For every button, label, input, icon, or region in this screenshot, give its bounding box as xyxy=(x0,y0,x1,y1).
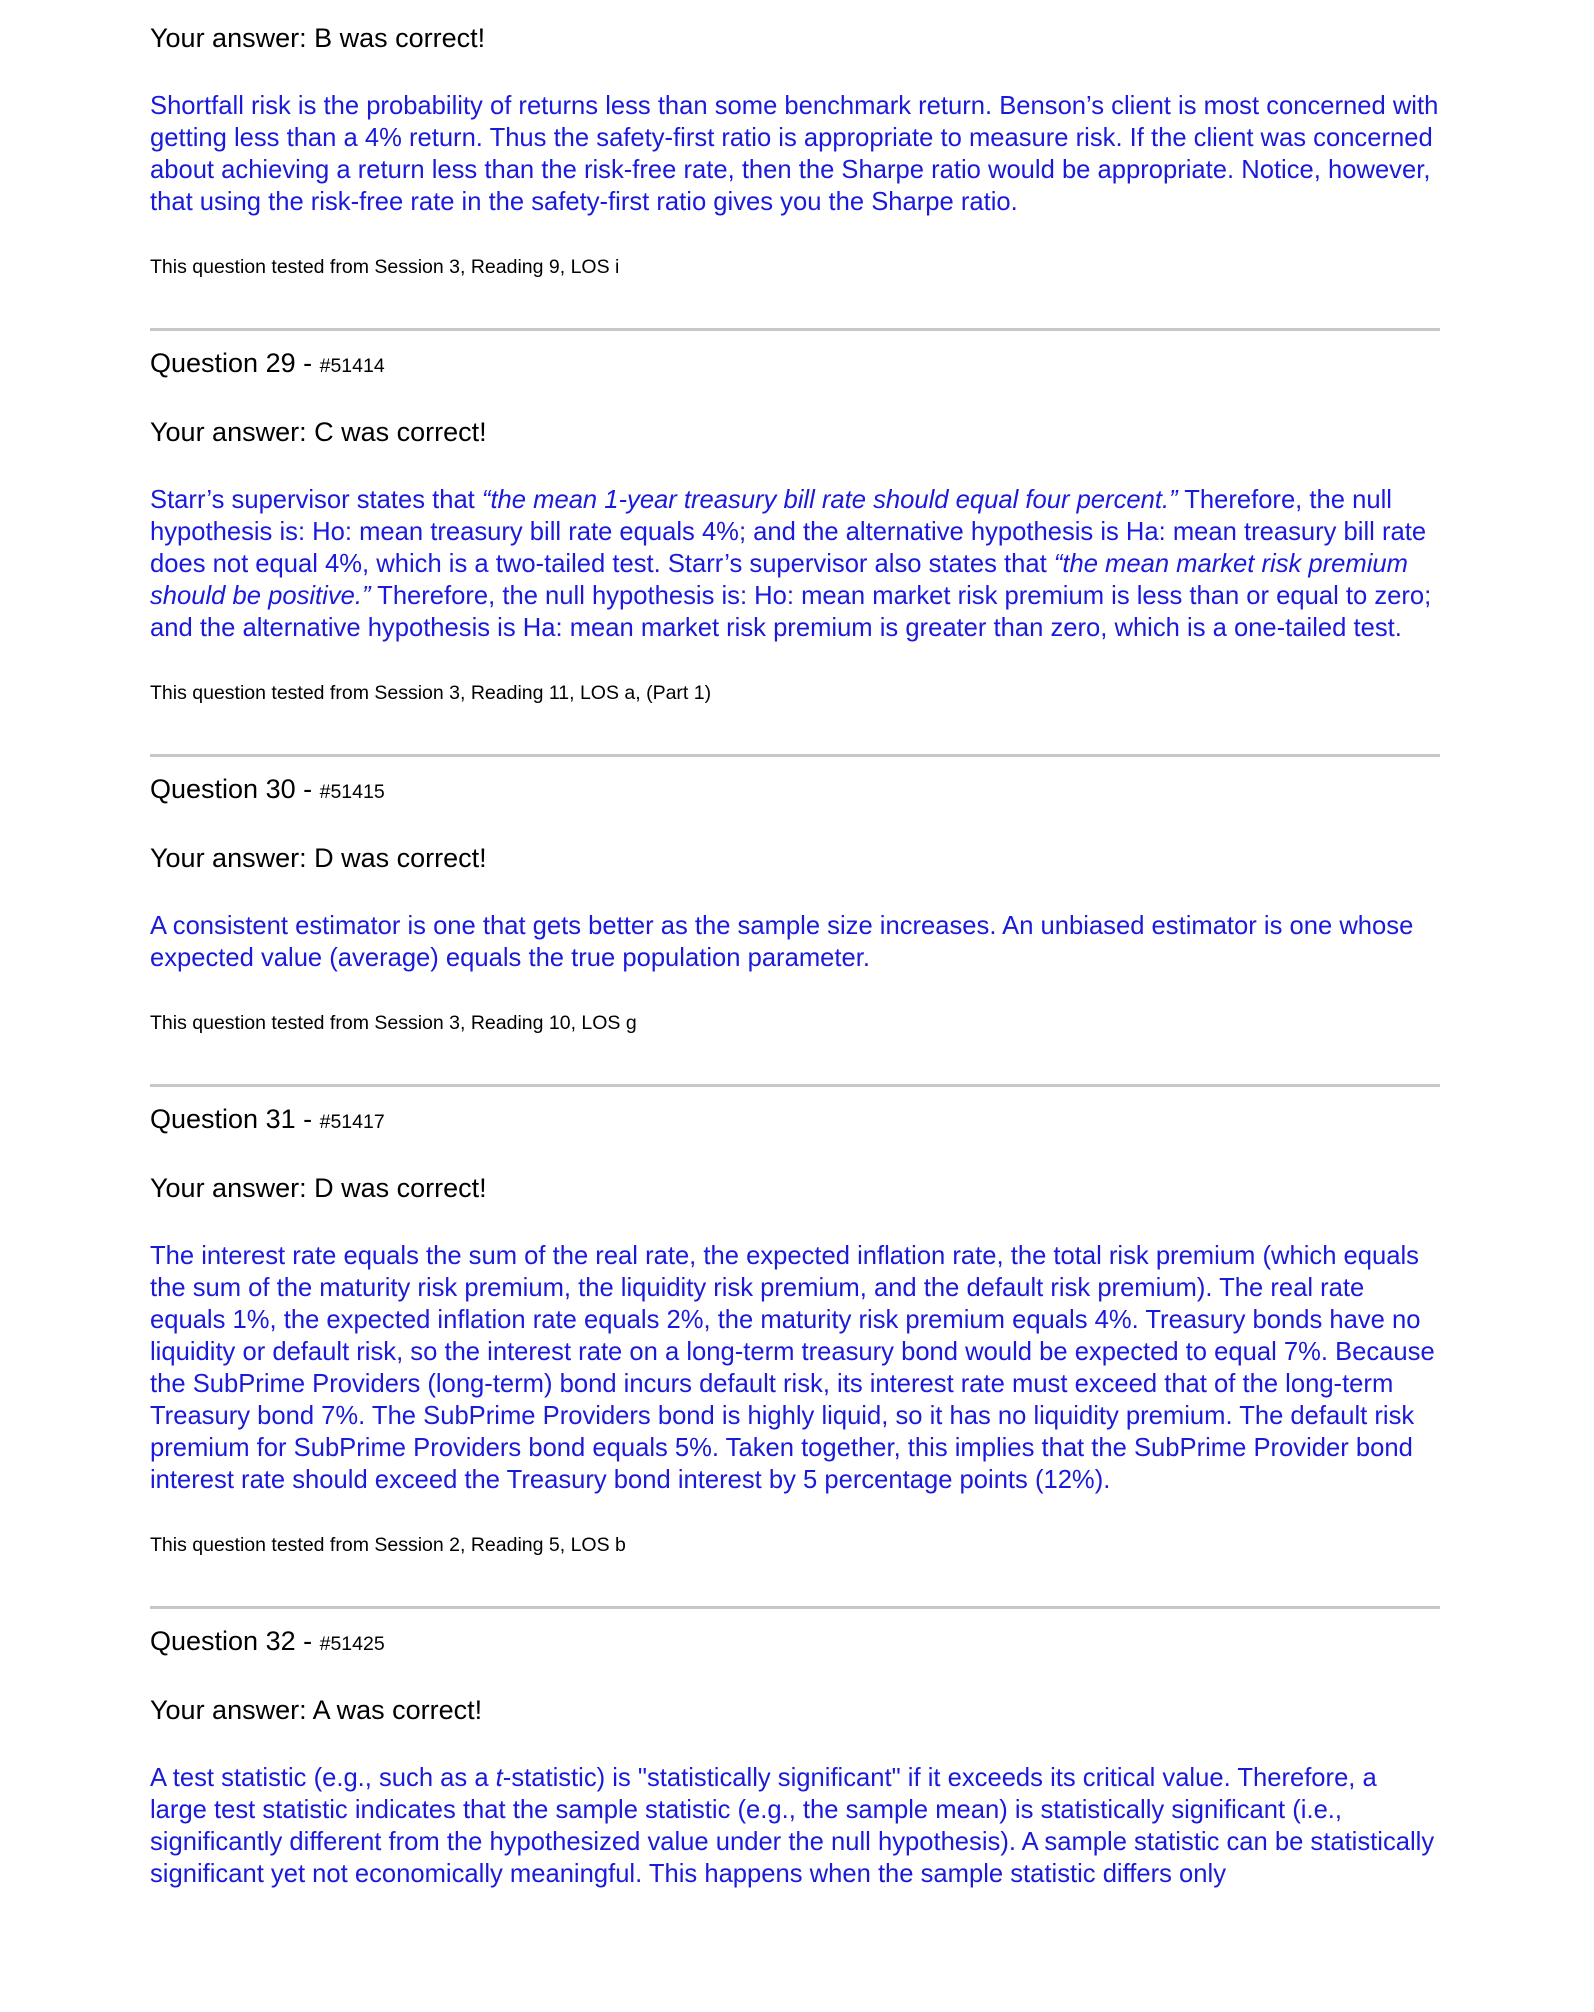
explanation-text xyxy=(150,90,1440,218)
question-block xyxy=(150,347,1440,706)
results-page xyxy=(150,22,1440,1890)
divider xyxy=(150,754,1440,757)
divider xyxy=(150,1606,1440,1609)
divider xyxy=(150,1084,1440,1087)
question-header xyxy=(150,347,1440,382)
explanation-segment: Therefore, the null hypothesis is: Ho: mean treasury bill rate equals 4%; and the alternative hypothesis is Ha: mean treasury bill rate does not equal 4%, which is a two-tailed test. Starr’s supervisor also states that xyxy=(150,486,1427,578)
question-number: Question 29 xyxy=(150,348,296,378)
question-id: #51425 xyxy=(319,1633,385,1655)
question-block xyxy=(150,1103,1440,1558)
explanation-text xyxy=(150,910,1440,974)
question-header xyxy=(150,773,1440,808)
explanation-quote: “the mean market risk premium should be positive.” xyxy=(150,550,1408,610)
explanation-quote: “the mean 1-year treasury bill rate should equal four percent.” xyxy=(481,486,1178,514)
question-number: Question 31 xyxy=(150,1104,296,1134)
tested-from: This question tested from Session 2, Reading 5, LOS b xyxy=(150,1534,626,1556)
explanation-segment: Shortfall risk is the probability of returns less than some benchmark return. Benson’s client is most concerned with getting less than a 4% return. Thus the safety-first ratio is appropriate to measure risk. If the client was concerned about achieving a return less than the risk-free rate, then the Sharpe ratio would be appropriate. Notice, however, that using the risk-free rate in the safety-first ratio gives you the Sharpe ratio. xyxy=(150,92,1439,216)
explanation-text xyxy=(150,1762,1440,1890)
explanation-text xyxy=(150,484,1440,644)
your-answer: Your answer: C was correct! xyxy=(150,417,487,447)
explanation-segment: The interest rate equals the sum of the real rate, the expected inflation rate, the total risk premium (which equals the sum of the maturity risk premium, the liquidity risk premium, and the default risk premium). The real rate equals 1%, the expected inflation rate equals 2%, the maturity risk premium equals 4%. Treasury bonds have no liquidity or default risk, so the interest rate on a long-term treasury bond would be expected to equal 7%. Because the SubPrime Providers (long-term) bond incurs default risk, its interest rate must exceed that of the long-term Treasury bond 7%. The SubPrime Providers bond is highly liquid, so it has no liquidity premium. The default risk premium for SubPrime Providers bond equals 5%. Taken together, this implies that the SubPrime Provider bond interest rate should exceed the Treasury bond interest by 5 percentage points (12%). xyxy=(150,1242,1435,1494)
question-id: #51417 xyxy=(319,1111,385,1133)
explanation-segment: A test statistic (e.g., such as a xyxy=(150,1764,496,1792)
question-block xyxy=(150,773,1440,1036)
question-number: Question 30 xyxy=(150,774,296,804)
question-block xyxy=(150,1625,1440,1890)
your-answer: Your answer: D was correct! xyxy=(150,1173,487,1203)
question-separator: - xyxy=(295,348,320,378)
your-answer: Your answer: B was correct! xyxy=(150,23,486,53)
your-answer: Your answer: A was correct! xyxy=(150,1695,483,1725)
answer-block-continued xyxy=(150,22,1440,280)
explanation-segment: A consistent estimator is one that gets better as the sample size increases. An unbiased estimator is one whose expected value (average) equals the true population parameter. xyxy=(150,912,1414,972)
tested-from: This question tested from Session 3, Reading 11, LOS a, (Part 1) xyxy=(150,682,712,704)
explanation-segment: Starr’s supervisor states that xyxy=(150,486,482,514)
question-header xyxy=(150,1103,1440,1138)
question-separator: - xyxy=(295,774,320,804)
explanation-text xyxy=(150,1240,1440,1496)
tested-from: This question tested from Session 3, Reading 9, LOS i xyxy=(150,256,620,278)
question-separator: - xyxy=(295,1104,320,1134)
divider xyxy=(150,328,1440,331)
explanation-segment: -statistic) is "statistically significant" if it exceeds its critical value. Therefore, a large test statistic indicates that the sample statistic (e.g., the sample mean) is statistically significant (i.e., significantly different from the hypothesized value under the null hypothesis). A sample statistic can be statistically significant yet not economically meaningful. This happens when the sample statistic differs only xyxy=(150,1764,1435,1888)
tested-from: This question tested from Session 3, Reading 10, LOS g xyxy=(150,1012,637,1034)
explanation-segment: Therefore, the null hypothesis is: Ho: mean market risk premium is less than or equal to zero; and the alternative hypothesis is Ha: mean market risk premium is greater than zero, which is a one-tailed test. xyxy=(150,582,1432,642)
your-answer: Your answer: D was correct! xyxy=(150,843,487,873)
explanation-italic: t xyxy=(495,1764,503,1792)
question-id: #51415 xyxy=(319,781,385,803)
question-header xyxy=(150,1625,1440,1660)
question-number: Question 32 xyxy=(150,1626,296,1656)
question-separator: - xyxy=(295,1626,320,1656)
question-id: #51414 xyxy=(319,355,385,377)
